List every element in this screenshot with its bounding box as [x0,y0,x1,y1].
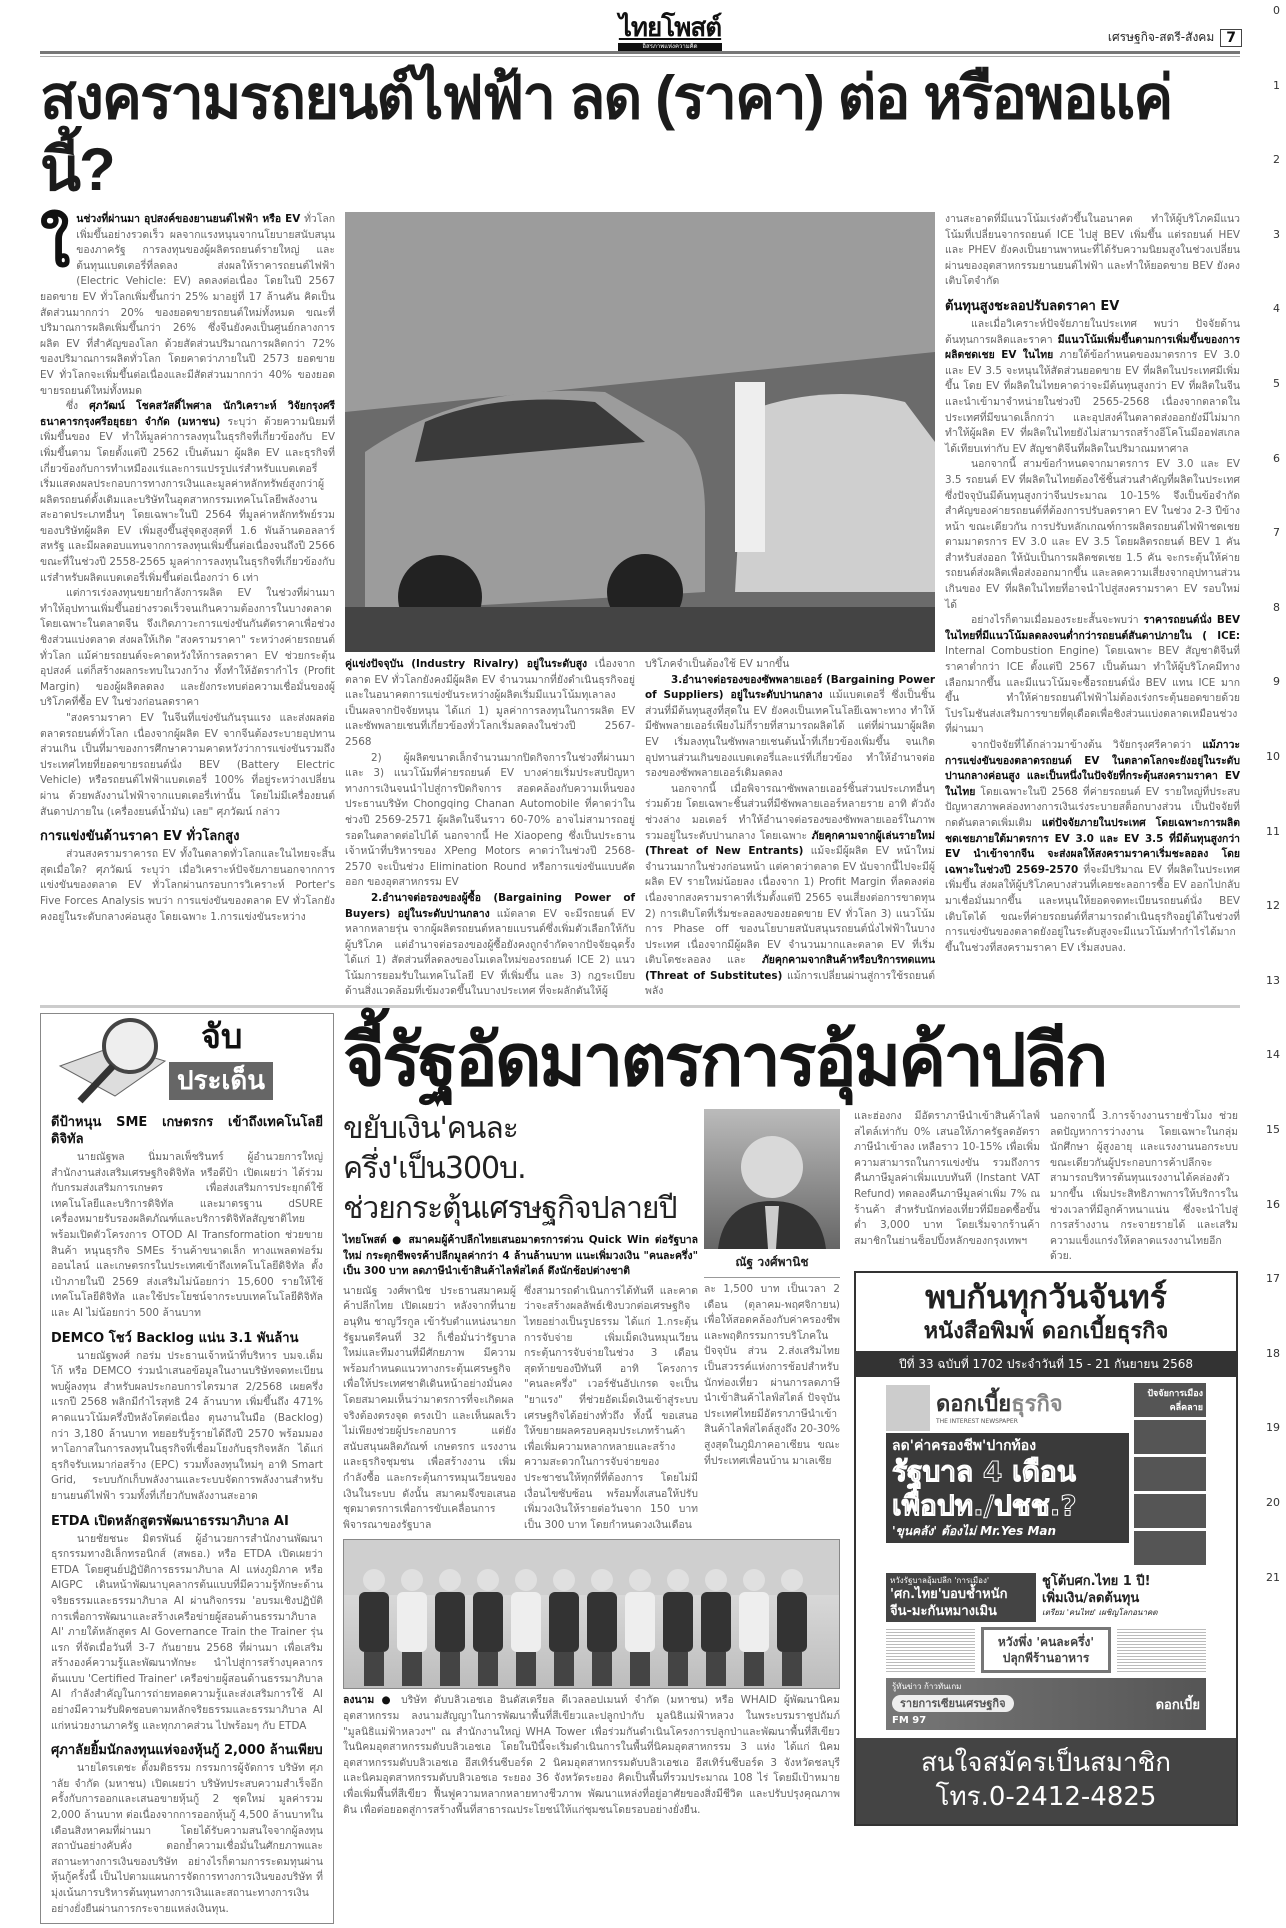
ev-middle [345,212,935,1000]
ev-article [40,208,1242,1000]
paragraph: ส่วนสงครามราคารถ EV ทั้งในตลาดทั่วโลกและในไทยจะสิ้นสุดเมื่อใด? ศุภวัฒน์ ระบุว่า เมื่อวิเคราะห์ปัจจัยภายนอกจากการแข่งขันของตลาด EV ทั่วโลกผ่านกรอบการวิเคราะห์ Porter's Five Forces Analysis พบว่า การแข่งขันของตลาด EV ทั่วโลกยังคงอยู่ในระดับกลางค่อนสูง โดยเฉพาะ 1.การแข่งขันระหว่าง [40,848,335,923]
force-1: คู่แข่งปัจจุบัน (Industry Rivalry) อยู่ในระดับสูง [345,658,588,670]
newspaper-logo [610,14,730,51]
ev-headline: สงครามรถยนต์ไฟฟ้า ลด (ราคา) ต่อ หรือพอแค่นี้? [40,64,1172,203]
portrait-block [704,1109,840,1469]
signing-ceremony-photo [343,1539,840,1689]
story-3 [1042,1573,1206,1622]
brief-title: ศุภาลัยยิ้มนักลงทุนแห่จองหุ้นกู้ 2,000 ล้านเพียบ [51,1743,323,1759]
ruler-mark: 21 [1266,1570,1280,1584]
text: เนื่องจากตลาด EV ทั่วโลกยังคงมีผู้ผลิต EV จำนวนมากที่ยังดำเนินธุรกิจอยู่ และในอนาคตการแข่งขันระหว่างผู้ผลิตเริ่มมีแนวโน้มทุเลาลง เป็นผลจากปัจจัยหนุน ได้แก่ 1) มูลค่าการลงทุนในการผลิต EV และซัพพลายเชนที่เกี่ยวข้องทั่วโลกเริ่มลดลงในช่วงปี 2567-2568 [345,658,635,748]
force-4: ภัยคุกคามจากผู้เล่นรายใหม่ (Threat of New Entrants) [645,829,935,858]
logo-text: ไทยโพสต์ [618,13,722,43]
force-3: 3.อำนาจต่อรองของซัพพลายเออร์ (Bargaining Power of Suppliers) อยู่ในระดับปานกลาง [645,673,935,702]
text: ที่จะมีปริมาณ EV ที่ผลิตในประเทศเพิ่มขึ้น ส่งผลให้ผู้บริโภคบางส่วนที่เคยชะลอการซื้อ EV ออกไปกลับมาเชื่อมั่นมากขึ้น และหนุนให้ยอดจดทะเบียนรถยนต์นั่ง BEV เติบโตได้ ขณะที่ค่ายรถยนต์ที่สามารถดำเนินธุรกิจอยู่ได้ในช่วงที่การแข่งขันของตลาดยังอยู่ในระดับสูงจะมีแนวโน้มทำกำไรได้มากขึ้นในช่วงที่สงครามราคา EV เริ่มสงบลง. [945,863,1240,954]
retail-story [343,1109,840,1533]
subscribe-cta [856,1738,1236,1824]
paper-name: ดอกเบี้ย [936,1391,1012,1417]
text: โดยเฉพาะในปี 2568 ที่ค่ายรถยนต์ EV รายใหญ่ที่ประสบปัญหาสภาพคล่องทางการเงินเร่งระบายสต็อกบางส่วน เป็นปัจจัยที่กดดันตลาดเพิ่มเติม [945,785,1240,829]
subheading: การแข่งขันด้านราคา EV ทั่วโลกสูง [40,829,240,845]
brief-items [51,1114,323,1917]
cta-line-1: สนใจสมัครเป็นสมาชิก [920,1748,1172,1778]
brief-title: ETDA เปิดหลักสูตรพัฒนาธรรมาภิบาล AI [51,1513,289,1529]
text: ซึ่ง [66,400,90,413]
paragraph: บริโภคจำเป็นต้องใช้ EV มากขึ้น [645,658,790,670]
text: อย่างไรก็ตามเมื่อมองระยะสั้นจะพบว่า [971,614,1144,627]
retail-right-columns [854,1109,1238,1265]
side-teaser: ปัจจัยการเมืองคลี่คลาย [1134,1383,1206,1417]
retail-column-1: นายณัฐ วงศ์พานิช ประธานสมาคมผู้ค้าปลีกไทย เปิดเผยว่า หลังจากที่นายอนุทิน ชาญวีรกูล เข้ารับตำแหน่งนายกรัฐมนตรีคนที่ 32 ก็เชื่อมั่นว่ารัฐบาลใหม่และทีมงานที่มีศักยภาพ มีความพร้อมกำหนดแนวทางกระตุ้นเศรษฐกิจเพื่อให้ประเทศชาติเดินหน้าอย่างมั่นคง โดยสมาคมเห็นว่ามาตรการที่จะเกิดผลจริงต้องตรงจุด ตรงเป้า และเห็นผลเร็ว ไม่เพียงช่วยผู้ประกอบการ แต่ยังสนับสนุนผลิตภัณฑ์ เกษตรกร แรงงาน และธุรกิจชุมชน เพื่อสร้างงาน เพิ่มกำลังซื้อ และกระตุ้นการหมุนเวียนของเงินในระบบ ดังนั้น สมาคมจึงขอเสนอชุดมาตรการเพื่อการขับเคลื่อนการพิจารณาของรัฐบาล [343,1284,516,1531]
ev-column-1 [40,208,335,925]
text: นอกจากนี้ เมื่อพิจารณาซัพพลายเออร์ชิ้นส่วนประเภทอื่นๆ ร่วมด้วย โดยเฉพาะชิ้นส่วนที่มีซัพพลายเออร์หลายราย อาทิ ตัวถัง ช่วงล่าง มอเตอร์ ทำให้อำนาจต่อรองของซัพพลายเออร์ในภาพรวมอยู่ในระดับปานกลาง โดยเฉพาะ [645,782,935,842]
kicker: หวังรัฐบาลอุ้มปลีก 'การเมือง' [890,1576,990,1585]
box-headline: หวังพึ่ง 'คนละครึ่ง' [997,1635,1095,1649]
main-headline-2: เพื่อปท./ปชช.? [892,1489,1077,1522]
force-2: 2.อำนาจต่อรองของผู้ซื้อ (Bargaining Power of Buyers) อยู่ในระดับปานกลาง [345,891,635,920]
ruler-mark: 11 [1266,824,1280,838]
side-teaser [1134,1420,1206,1454]
lead-text: ทั่วโลกเพิ่มขึ้นอย่างรวดเร็ว ผลจากแรงหนุนจากนโยบายสนับสนุนของภาครัฐ การลงทุนของผู้ผลิตรถยนต์รายใหญ่ และต้นทุนแบตเตอรี่ที่ลดลง ส่งผลให้ราคารถยนต์ไฟฟ้า (Electric Vehicle: EV) ลดลงต่อเนื่อง โดยในปี 2567 ยอดขาย EV ทั่วโลกเพิ่มขึ้นกว่า 25% มาอยู่ที่ 17 ล้านคัน คิดเป็นสัดส่วนมากกว่า 20% ของยอดขายรถยนต์ใหม่ทั้งหมด ขณะที่ปริมาณการผลิตเพิ่มขึ้นกว่า 26% ซึ่งจีนยังคงเป็นศูนย์กลางการผลิต EV ที่สำคัญของโลก ด้วยสัดส่วนปริมาณการผลิตกว่า 72% ของปริมาณการผลิตทั่วโลก โดยคาดว่าภายในปี 2573 ยอดขาย EV ทั่วโลกจะเพิ่มขึ้นต่อเนื่องและมีสัดส่วนมากกว่า 40% ของยอดขายรถยนต์ใหม่ทั้งหมด [40,213,335,397]
kicker: ลด'ค่าครองชีพ'ปากท้อง [892,1438,1037,1454]
text: จากปัจจัยที่ได้กล่าวมาข้างต้น วิจัยกรุงศรีคาดว่า [971,739,1203,751]
story-text-lines [1117,1627,1206,1673]
side-teaser [1134,1531,1206,1565]
section-label [1108,28,1242,47]
preview-main [886,1383,1129,1568]
bold-text: แม้ภาวะการแข่งขันของตลาดรถยนต์ EV ในตลาดโลกจะยังอยู่ในระดับปานกลางค่อนสูง และเป็นหนึ่งในปัจจัยที่กระตุ้นสงครามราคา EV ในไทย [945,739,1240,798]
side-teaser [1134,1457,1206,1491]
ad-issue-bar: ปีที่ 33 ฉบับที่ 1702 ประจำวันที่ 15 - 21 กันยายน 2568 [856,1351,1236,1377]
text: ภายใต้ข้อกำหนดของมาตรการ EV 3.0 และ EV 3.5 จะหนุนให้สัดส่วนยอดขาย EV ที่ผลิตในประเทศมีเพิ่มขึ้น โดย EV ที่ผลิตในไทยคาดว่าจะมีต้นทุนสูงกว่า EV ที่ผลิตในจีนและนำเข้ามาจำหน่ายในช่วงปี 2565-2568 เนื่องจากตลาดในประเทศที่มีขนาดเล็กกว่า และอุปสงค์ในตลาดส่งออกยังมีไม่มาก ทำให้ผู้ผลิต EV ที่ผลิตในไทยยังไม่สามารถสร้างอีโคโนมีออฟสเกลได้เทียบเท่ากับ EV สัญชาติจีนที่ผลิตในปริมาณมหาศาล [945,349,1240,455]
retail-body [343,1109,1240,1826]
brief-body: นายชัยชนะ มิตรพันธ์ ผู้อำนวยการสำนักงานพัฒนาธุรกรรมทางอิเล็กทรอนิกส์ (สพธอ.) หรือ ETDA เปิดเผยว่า ETDA โดยศูนย์ปฏิบัติการธรรมาภิบาล AI แห่งภูมิภาค หรือ AIGPC เดินหน้าพัฒนาบุคลากรต้นแบบที่มีความรู้ทักษะด้านจริยธรรมและธรรมาภิบาล AI ผ่านกิจกรรม 'อบรมเชิงปฏิบัติการเพื่อการพัฒนาและสร้างเครือข่ายผู้สอนด้านธรรมาภิบาล AI' ภายใต้หลักสูตร AI Governance Train the Trainer รุ่นแรก ที่จัดเมื่อวันที่ 3-7 กันยายน 2568 ที่ผ่านมา เพื่อเสริมสร้างองค์ความรู้และพัฒนาทักษะ นำไปสู่การสร้างบุคลากรต้นแบบ 'Certified Trainer' เครือข่ายผู้สอนด้านธรรมาภิบาล AI กำลังสำคัญในการถ่ายทอดความรู้และส่งเสริมการใช้ AI อย่างมีความรับผิดชอบตามหลักจริยธรรมและธรรมาภิบาล AI แก่หน่วยงานภาครัฐ และทุกภาคส่วน ไปพร้อมๆ กับ ETDA [51,1532,324,1732]
retail-column-3: ละ 1,500 บาท เป็นเวลา 2 เดือน (ตุลาคม-พฤศจิกายน) เพื่อให้สอดคล้องกับค่าครองชีพและพฤติกรรมการบริโภคในปัจจุบัน ส่วน 2.ส่งเสริมไทยเป็นสวรรค์แห่งการช้อปสำหรับนักท่องเที่ยว ผ่านการลดภาษีนำเข้าสินค้าไลฟ์สไตล์ ปัจจุบันประเทศไทยมีอัตราภาษีนำเข้าสินค้าไลฟ์สไตล์สูงถึง 20-30% สูงสุดในภูมิภาคอาเซียน ขณะที่ประเทศเพื่อนบ้าน มาเลเซีย [704,1283,841,1467]
retail-lead [343,1233,698,1280]
ruler-mark: 18 [1266,1346,1280,1360]
ruler-mark: 20 [1266,1496,1280,1509]
analyst-name: ศุภวัฒน์ โชคสวัสดิ์ไพศาล นักวิเคราะห์ วิจัยกรุงศรี ธนาคารกรุงศรีอยุธยา จำกัด (มหาชน) [40,400,335,428]
brief-box [40,1013,334,1924]
text: แม้ตลาด EV จะมีรถยนต์ EV หลากหลายรุ่น จากผู้ผลิตรถยนต์หลายแบรนด์ซึ่งเพิ่มตัวเลือกให้กับผู้บริโภค แต่อำนาจต่อรองของผู้ซื้อยังคงถูกจำกัดจากปัจจัยฉุดรั้ง ได้แก่ 1) สัดส่วนที่ลดลงของโมเดลใหม่ของรถยนต์ ICE 2) แนวโน้มการยอมรับในเทคโนโลยี EV ที่เพิ่มขึ้น และ 3) กฎระเบียบด้านสิ่งแวดล้อมที่เข้มงวดขึ้นในบางประเทศ ที่จะผลักดันให้ผู้ [345,907,635,998]
main-headline-1: รัฐบาล 4 เดือน [892,1455,1076,1488]
ruler-mark: 2 [1273,153,1280,167]
text: แม้จะมีผู้ผลิต EV หน้าใหม่จำนวนมากในช่วงก่อนหน้า แต่คาดว่าตลาด EV นับจากนี้ไปจะมีผู้ผลิต EV รายใหม่น้อยลง เนื่องจาก 1) Profit Margin ที่ลดลงต่อเนื่องจากสงครามราคาที่เริ่มตั้งแต่ปี 2565 จนเสี่ยงต่อการขาดทุน 2) การเติบโตที่เริ่มชะลอลงของยอดขาย EV ทั่วโลก 3) แนวโน้มการ Phase off ของนโยบายสนับสนุนรถยนต์นั่งไฟฟ้าในบางประเทศ เนื่องจากมีผู้ผลิต EV จำนวนมากและตลาด EV ที่เริ่มเติบโตชะลอลง และ [645,845,936,967]
bold-text: มีแนวโน้มเพิ่มขึ้นตามการเพิ่มขึ้นของการผลิตชดเชย EV ในไทย [945,333,1240,362]
magnifier-book-icon [55,1016,175,1104]
ev-charging-photo [345,212,935,652]
brief-title: ดีป้าหนุน SME เกษตรกร เข้าถึงเทคโนโลยีดิจิทัล [51,1115,323,1148]
text: และเมื่อวิเคราะห์ปัจจัยภายในประเทศ พบว่า ปัจจัยด้านต้นทุนการผลิตและราคา [945,317,1240,346]
logo-tagline: อิสรภาพแห่งความคิด [618,43,722,51]
person-silhouette [704,1109,840,1249]
deck: 'ขุนคลัง' ต้องไม่ Mr.Yes Man [892,1524,1057,1538]
ruler-mark: 7 [1273,526,1280,540]
lead-story [886,1433,1129,1543]
source: ไทยโพสต์ ● [343,1234,409,1247]
page-number: 7 [1220,29,1242,47]
ruler-mark: 19 [1266,1421,1280,1435]
section-name: เศรษฐกิจ-สตรี-สังคม [1107,30,1215,44]
ruler-mark: 4 [1273,302,1280,316]
ad-title: พบกันทุกวันจันทร์ [925,1278,1167,1316]
ev-car-illustration [345,212,935,652]
bold-text: ราคารถยนต์นั่ง BEV ในไทยที่มีแนวโน้มลดลงจนต่ำกว่ารถยนต์สันดาปภายใน ( ICE: [945,614,1240,642]
headline: จีน-มะกันหมางเมิน [890,1604,997,1619]
cover-thumbnail [886,1385,930,1431]
portrait-caption: ณัฐ วงศ์พานิช [704,1249,840,1278]
force-5: ภัยคุกคามจากสินค้าหรือบริการทดแทน (Threat of Substitutes) [645,954,935,982]
ruler-mark: 14 [1266,1048,1280,1062]
story-text-lines [886,1627,975,1673]
text: แม้การเปลี่ยนผ่านสู่การใช้รถยนต์พลัง [645,969,935,998]
headline: 'ศก.ไทย'บอบช้ำหนัก [890,1587,1008,1602]
retail-right [854,1109,1238,1826]
ruler-mark: 15 [1266,1123,1280,1136]
ruler-mark: 1 [1273,78,1280,92]
masthead [40,0,1242,60]
ruler-mark: 17 [1266,1272,1280,1286]
story-2 [886,1573,1036,1622]
newspaper-page [40,0,1242,1928]
radio-banner [886,1678,1206,1730]
brief-logo [51,1014,323,1106]
preview-stories [886,1573,1206,1622]
bold-text: แต่ปัจจัยภายในประเทศ โดยเฉพาะการผลิตชดเชยภายใต้มาตรการ EV 3.0 และ EV 3.5 ที่มีต้นทุนสูงกว่า EV นำเข้าจากจีน จะส่งผลให้สงครามราคาเริ่มชะลอลง โดยเฉพาะในช่วงปี 2569-2570 [945,816,1240,876]
text: Internal Combustion Engine) โดยเฉพาะ BEV สัญชาติจีนที่ราคาต่ำกว่า ICE ตั้งแต่ปี 2567 เป็นต้นมา ทำให้ผู้บริโภคมีทางเลือกมากขึ้น และมีแนวโน้มจะซื้อรถยนต์นั่ง BEV แทน ICE มากขึ้น ทำให้ค่ายรถยนต์ไฟฟ้าไม่ต้องเร่งกระตุ้นยอดขายด้วยโปรโมชันส่งเสริมการขายที่ดุเดือดเพื่อชิงส่วนแบ่งตลาดเหมือนช่วงที่ผ่านมา [945,645,1240,736]
paper-header [886,1383,1129,1433]
radio-brand: ดอกเบี้ย [1155,1697,1200,1713]
story-box [981,1627,1111,1673]
brief-body: นายณัฐพล นิ่มมาลเพ็ชรินทร์ ผู้อำนวยการใหญ่ สำนักงานส่งเสริมเศรษฐกิจดิจิทัล หรือดีป้า เปิดเผยว่า ได้ร่วมกับกรมส่งเสริมการเกษตร เพื่อส่งเสริมการประยุกต์ใช้เทคโนโลยีและบริการดิจิทัล และมาตรฐาน dSURE เครื่องหมายรับรองผลิตภัณฑ์และบริการดิจิทัลสัญชาติไทย พร้อมเปิดตัวโครงการ OTOD AI Transformation ช่วยขายสินค้า หนุนธุรกิจ SMEs ร้านค้าขนาดเล็ก ทางแพลตฟอร์มออนไลน์ และเกษตรกรในประเทศเข้าถึงเทคโนโลยีดิจิทัล ตั้งเป้าภายในปี 2569 ส่งเสริมไม่น้อยกว่า 15,600 รายให้ใช้เทคโนโลยีดิจิทัล และใช้ประโยชน์จากระบบเทคโนโลยีดิจิทัลและ AI ไม่น้อยกว่า 500 ล้านบาท [51,1151,323,1319]
ruler-mark: 8 [1273,600,1280,614]
brief-body: นายไตรเตชะ ตั้งมติธรรม กรรมการผู้จัดการ บริษัท ศุภาลัย จำกัด (มหาชน) เปิดเผยว่า บริษัทประสบความสำเร็จอีกครั้งกับการออกและเสนอขายหุ้นกู้ 2 ชุดใหม่ มูลค่ารวม 2,000 ล้านบาท ต่อเนื่องจากการออกหุ้นกู้ 4,500 ล้านบาทในเดือนสิงหาคมที่ผ่านมา โดยได้รับความสนใจจากผู้ลงทุนสถาบันอย่างคับคั่ง ตอกย้ำความเชื่อมั่นในศักยภาพและสถานะทางการเงินของบริษัท อย่างไรก็ตามการระดมทุนผ่านหุ้นกู้ครั้งนี้ เป็นไปตามแผนการจัดการทางการเงินของบริษัท ที่มุ่งเน้นการบริหารต้นทุนทางการเงินและสถานะทางการเงินอย่างยั่งยืนผ่านการกระจายแหล่งเงินทุน. [51,1762,323,1915]
preview-box-row [886,1627,1206,1673]
lead-bold: นช่วงที่ผ่านมา อุปสงค์ของยานยนต์ไฟฟ้า หรือ EV [76,213,301,225]
paragraph: นอกจากนี้ สามข้อกำหนดจากมาตรการ EV 3.0 และ EV 3.5 รถยนต์ EV ที่ผลิตในไทยต้องใช้ชิ้นส่วนสำคัญที่ผลิตในประเทศ ซึ่งปัจจุบันมีต้นทุนสูงกว่าจีนประมาณ 10-15% จึงเป็นข้อจำกัดสำคัญของค่ายรถยนต์ที่ต้องการปรับลดราคา EV ในช่วง 2-3 ปีข้างหน้า ขณะเดียวกัน การปรับหลักเกณฑ์การผลิตรถยนต์ไฟฟ้าชดเชยตามมาตรการ EV 3.0 และ EV 3.5 โดยผลิตรถยนต์ BEV 1 คันสำหรับส่งออก ให้นับเป็นการผลิตชดเชย 1.5 คัน จะกระตุ้นให้ค่ายรถยนต์ส่งผลิตเพื่อส่งออกมากขึ้น และลดความเสี่ยงจากอุปทานส่วนเกินของ EV ที่ผลิตในไทยที่อาจนำไปสู่สงครามราคา EV รอบใหม่ได้ [945,458,1240,611]
headline: เพิ่มเงิน/ลดต้นทุน [1042,1591,1140,1606]
brief-logo-line1: จับ [201,1017,243,1058]
bottom-section [40,1013,1242,1924]
ruler-mark: 13 [1266,973,1280,987]
side-teasers [1134,1383,1206,1568]
box-headline: ปลุกพีร้านอาหาร [1002,1651,1090,1665]
subheading: ต้นทุนสูงชะลอปรับลดราคา EV [945,298,1120,314]
text: แม้แบตเตอรี่ ซึ่งเป็นชิ้นส่วนที่มีต้นทุนสูงที่สุดใน EV ยังคงเป็นเทคโนโลยีเฉพาะทาง ทำให้มีซัพพลายเออร์เพียงไม่กี่รายที่สามารถผลิตได้ แต่ที่ผ่านมาผู้ผลิต EV เริ่มลงทุนในซัพพลายเชนต้นน้ำที่เกี่ยวข้องเพิ่มขึ้น จนเกิดอุปทานส่วนเกินของแบตเตอรี่และแร่ที่เกี่ยวข้อง ทำให้อำนาจต่อรองของซัพพลายเออร์เดิมลดลง [645,689,935,780]
paragraph: 2) ผู้ผลิตขนาดเล็กจำนวนมากปิดกิจการในช่วงที่ผ่านมา และ 3) แนวโน้มที่ค่ายรถยนต์ EV บางค่ายเริ่มประสบปัญหาทางการเงินจนนำไปสู่การปิดกิจการ สอดคล้องกับความเห็นของประธานบริษัท Chongqing Chanan Automobile ที่คาดว่าในช่วงปี 2569-2571 ผู้ผลิตในจีนราว 60-70% อาจไม่สามารถอยู่รอดในตลาดต่อไปได้ นอกจากนี้ He Xiaopeng ซึ่งเป็นประธานเจ้าหน้าที่บริหารของ XPeng Motors คาดว่าในช่วงปี 2568-2570 จะเป็นช่วง Elimination Round หรือการแข่งขันแบบคัดออก ของอุตสาหกรรม EV [345,751,635,889]
dropcap: ใ [40,208,71,281]
preview-top [886,1383,1206,1568]
lead-text: สมาคมผู้ค้าปลีกไทยเสนอมาตรการด่วน Quick Win ต่อรัฐบาลใหม่ กระตุกชีพจรค้าปลีกมูลค่ากว่า 4 ล้านล้านบาท แนะเพิ่มวงเงิน "คนละครึ่ง" เป็น 300 บาท ลดภาษีนำเข้าสินค้าไลฟ์สไตล์ ดึงนักช้อปต่างชาติ [343,1234,698,1278]
retail-main-text [343,1109,698,1533]
ad-subtitle: หนังสือพิมพ์ ดอกเบี้ยธุรกิจ [923,1319,1169,1344]
ev-column-3 [645,657,935,1000]
portrait-photo [704,1109,840,1249]
paragraph: แต่การเร่งลงทุนขยายกำลังการผลิต EV ในช่วงที่ผ่านมา ทำให้อุปทานเพิ่มขึ้นอย่างรวดเร็วจนเกินความต้องการในบางตลาด โดยเฉพาะในตลาดจีน จึงเกิดภาวะการแข่งขันกันตัดราคาเพื่อช่วงชิงส่วนแบ่งตลาด ส่งผลให้เกิด "สงครามราคา" ระหว่างค่ายรถยนต์ทั่วโลก แม้ค่ายรถยนต์จะคาดหวังให้การลดราคา EV ช่วยกระตุ้นอุปสงค์ แต่ก็สร้างผลกระทบในวงกว้าง ทั้งทำให้อัตรากำไร (Profit Margin) ของผู้ผลิตลดลง และยังกระทบต่อความเชื่อมั่นของผู้บริโภคที่ซื้อ EV ในช่วงก่อนลดราคา [40,587,335,709]
paper-name-2: ธุรกิจ [1011,1391,1063,1417]
side-teaser [1134,1494,1206,1528]
ev-column-4 [945,212,1240,956]
ruler-mark: 12 [1266,899,1280,913]
ruler-mark: 16 [1266,1197,1280,1211]
cta-phone[interactable]: โทร.0-2412-4825 [935,1782,1157,1812]
retail-column-2: ซึ่งสามารถดำเนินการได้ทันที และคาดว่าจะสร้างผลลัพธ์เชิงบวกต่อเศรษฐกิจไทยอย่างเป็นรูปธรรม ได้แก่ 1.กระตุ้นการจับจ่าย เพิ่มเม็ดเงินหมุนเวียน กระตุ้นการจับจ่ายในช่วง 3 เดือนสุดท้ายของปีทันที อาทิ โครงการ "คนละครึ่ง" เวอร์ชันอัปเกรด จะเป็น "ยาแรง" ที่ช่วยอัดเม็ดเงินเข้าสู่ระบบเศรษฐกิจได้อย่างทั่วถึง ทั้งนี้ ขอเสนอให้ขยายผลครอบคลุมประเภทร้านค้า เพื่อเพิ่มความหลากหลายและสร้างความสะดวกในการจับจ่ายของประชาชนให้ทุกที่ที่ต้องการ โดยไม่มีเงื่อนไขซับซ้อน พร้อมทั้งเสนอให้ปรับเพิ่มวงเงินให้รายต่อวันจาก 150 บาทเป็น 300 บาท โดยกำหนดวงเงินเดือน [524,1284,698,1531]
subhead-line-1: ขยับเงิน'คนละครึ่ง'เป็น300บ. [343,1111,526,1187]
ruler-mark: 5 [1273,377,1280,390]
ev-subcolumns [345,657,935,1000]
retail-headline: จี้รัฐอัดมาตรการอุ้มค้าปลีก [343,1021,1106,1102]
retail-column-4: และฮ่องกง มีอัตราภาษีนำเข้าสินค้าไลฟ์สไตล์เท่ากับ 0% เสนอให้ภาครัฐลดอัตราภาษีนำเข้าลง เหลือราว 10-15% เพื่อเพิ่มความสามารถในการแข่งขัน รวมถึงการคืนภาษีมูลค่าเพิ่มแบบทันที (Instant VAT Refund) ทดลองคืนภาษีมูลค่าเพิ่ม 7% ณ ร้านค้า สำหรับนักท่องเที่ยวที่มียอดซื้อขั้นต่ำ 3,000 บาท โดยเริ่มจากร้านค้าสมาชิกในย่านช็อปปิ้งหลักของกรุงเทพฯ [854,1110,1040,1247]
retail-columns [343,1284,698,1534]
brief-body: นายณัฐพงศ์ กอร่ม ประธานเจ้าหน้าที่บริหาร บมจ.เด็มโก้ หรือ DEMCO ร่วมนำเสนอข้อมูลในงานบริษัทจดทะเบียนพบผู้ลงทุน สำหรับผลประกอบการไตรมาส 2/2568 เผยครึ่งแรกปี 2568 พลิกมีกำไรสุทธิ 24 ล้านบาท เพิ่มขึ้นถึง 471% คาดแนวโน้มครึ่งปีหลังโตต่อเนื่อง ตุนงานในมือ (Backlog) กว่า 3,180 ล้านบาท ทยอยรับรู้รายได้ถึงปี 2570 พร้อมมองหาโอกาสในการลงทุนในธุรกิจที่เชื่อมโยงกับธุรกิจหลัก ได้แก่ ธุรกิจรับเหมาก่อสร้าง (EPC) รวมทั้งลงทุนใหม่ๆ อาทิ Smart Grid, ระบบกักเก็บพลังงานและระบบจัดการพลังงานสำหรับยานยนต์ไฟฟ้า รวมทั้งที่เกี่ยวกับพลังงานสะอาด [51,1349,323,1502]
caption-label: ลงนาม ● [343,1694,395,1707]
paragraph: งานสะอาดที่มีแนวโน้มเร่งตัวขึ้นในอนาคต ทำให้ผู้บริโภคมีแนวโน้มที่เปลี่ยนจากรถยนต์ ICE ไปสู่ BEV เพิ่มขึ้น แต่รถยนต์ HEV และ PHEV ยังคงเป็นยานพาหนะที่ได้รับความนิยมสูงในช่วงเปลี่ยนผ่านของอุตสาหกรรมยานยนต์ไฟฟ้า และทำให้ยอดขาย BEV ยังคงเติบโตจำกัด [945,213,1240,288]
radio-show: รายการเซียนเศรษฐกิจ [892,1695,1014,1712]
subscription-ad [854,1271,1238,1826]
paragraph: ระบุว่า ด้วยความนิยมที่เพิ่มขึ้นของ EV ทำให้มูลค่าการลงทุนในธุรกิจที่เกี่ยวข้องกับ EV เพิ่มขึ้นตาม โดยตั้งแต่ปี 2562 เป็นต้นมา ผู้ผลิต EV และธุรกิจที่เกี่ยวข้องกับการทำเหมืองแร่และการแปรรูปแร่สำหรับแบตเตอรี่ เริ่มแสดงผลประกอบการทางการเงินและมูลค่าหลักทรัพย์สูงกว่าผู้ผลิตรถยนต์ดั้งเดิมและบริษัทในอุตสาหกรรมเทคโนโลยีพลังงานสะอาดประเภทอื่นๆ โดยเฉพาะในปี 2564 ที่มูลค่าหลักทรัพย์รวมของบริษัทผู้ผลิต EV เพิ่มสูงขึ้นสู่จุดสูงสุดที่ 1.6 พันล้านดอลลาร์สหรัฐ และมีผลตอบแทนจากการลงทุนเพิ่มขึ้นต่อเนื่องจนถึงปี 2566 ขณะที่ในช่วงปี 2558-2565 มูลค่าการลงทุนในธุรกิจที่เกี่ยวข้องกับแร่สำหรับผลิตแบตเตอรี่เพิ่มขึ้นต่อเนื่องกว่า 6 เท่า [40,415,335,584]
paragraph: "สงครามราคา EV ในจีนที่แข่งขันกันรุนแรง และส่งผลต่อตลาดรถยนต์ทั่วโลก เนื่องจากผู้ผลิต EV จากจีนต้องระบายอุปทานส่วนเกิน เป็นที่มาของการศึกษาความคาดหวังว่าการแข่งขันรวมถึงประเทศไทยที่ยอดขายรถยนต์นั่ง BEV (Battery Electric Vehicle) หรือรถยนต์ไฟฟ้าแบตเตอรี่ 100% ที่อยู่ระหว่างเปลี่ยนผ่าน ด้วยพลังงานไฟฟ้าจากแบตเตอรี่เท่านั้น โดยไม่มีเครื่องยนต์สันดาปภายใน (เครื่องยนต์น้ำมัน) เลย" ศุภวัฒน์ กล่าว [40,712,335,818]
radio-frequency: FM 97 [892,1715,927,1726]
group-people-illustration [344,1540,839,1688]
paper-english-name: THE INTEREST NEWSPAPER [936,1417,1018,1425]
headline: ชูโต้บศก.ไทย 1 ปี! [1042,1574,1151,1589]
retail-left [343,1109,840,1818]
retail-column-5: นอกจากนี้ 3.การจ้างงานรายชั่วโมง ช่วยลดปัญหาการว่างงาน โดยเฉพาะในกลุ่มนักศึกษา ผู้สูงอายุ และแรงงานนอกระบบ ขณะเดียวกันผู้ประกอบการค้าปลีกจะสามารถบริหารต้นทุนแรงงานได้คล่องตัวมากขึ้น เพิ่มประสิทธิภาพการให้บริการในช่วงเวลาที่มีลูกค้าหนาแน่น ซึ่งจะนำไปสู่การสร้างงาน กระจายรายได้ และเสริมความแข็งแกร่งให้ตลาดแรงงานไทยอีกด้วย. [1050,1110,1238,1263]
brief-title: DEMCO โชว์ Backlog แน่น 3.1 พันล้าน [51,1330,299,1346]
caption-text: บริษัท ดับบลิวเอชเอ อินดัสเตรียล ดีเวลลอปเมนท์ จำกัด (มหาชน) หรือ WHAID ผู้พัฒนานิคมอุตสาหกรรม ลงนามสัญญาในการพัฒนาพื้นที่สีเขียวและปลูกป่ากับ มูลนิธิแม่ฟ้าหลวง ในพระบรมราชูปถัมภ์ "มูลนิธิแม่ฟ้าหลวงฯ" ณ สำนักงานใหญ่ WHA Tower เพื่อร่วมกันดำเนินโครงการปลูกป่าและพัฒนาพื้นที่สีเขียวในนิคมอุตสาหกรรมดับบลิวเอชเอ โดยในปีนี้จะเริ่มดำเนินการในพื้นที่นิคมอุตสาหกรรม 3 แห่ง ได้แก่ นิคมอุตสาหกรรมดับบลิวเอชเอ อีสเทิร์นซีบอร์ด 2 นิคมอุตสาหกรรมดับบลิวเอชเอ อีสเทิร์นซีบอร์ด 3 จังหวัดชลบุรี และนิคมอุตสาหกรรมดับบลิวเอชเอ ระยอง 36 จังหวัดระยอง คิดเป็นพื้นที่รวมประมาณ 108 ไร่ โดยมีเป้าหมายเพื่อเพิ่มพื้นที่สีเขียว ฟื้นฟูความหลากหลายทางชีวภาพ พัฒนาแหล่งที่อยู่อาศัยของสิ่งมีชีวิต และปรับปรุงคุณภาพดิน เพื่อต่อยอดสู่การสร้างพื้นที่สาธารณประโยชน์ให้แก่ชุมชนโดยรอบอย่างยั่งยืน. [343,1694,840,1816]
deck: เตรียม 'คนไทย' เผชิญโลกอนาคต [1042,1608,1158,1617]
retail-subhead [343,1109,698,1229]
front-page-preview [886,1383,1206,1730]
ruler-mark: 9 [1273,675,1280,689]
ev-column-2 [345,657,635,1000]
subhead-line-2: ช่วยกระตุ้นเศรษฐกิจปลายปี [343,1191,677,1227]
ruler-mark: 0 [1273,4,1280,17]
masthead-rule [40,51,1240,57]
radio-tagline: รู้ทันข่าว ก้าวทันเกม [892,1682,962,1691]
section-divider [40,1005,1240,1008]
ruler-mark: 3 [1273,227,1280,241]
retail-area [343,1013,1240,1924]
ruler-mark: 6 [1273,451,1280,465]
brief-logo-line2: ประเด็น [169,1062,273,1100]
ruler-mark: 10 [1266,750,1280,763]
wha-caption [343,1693,840,1818]
